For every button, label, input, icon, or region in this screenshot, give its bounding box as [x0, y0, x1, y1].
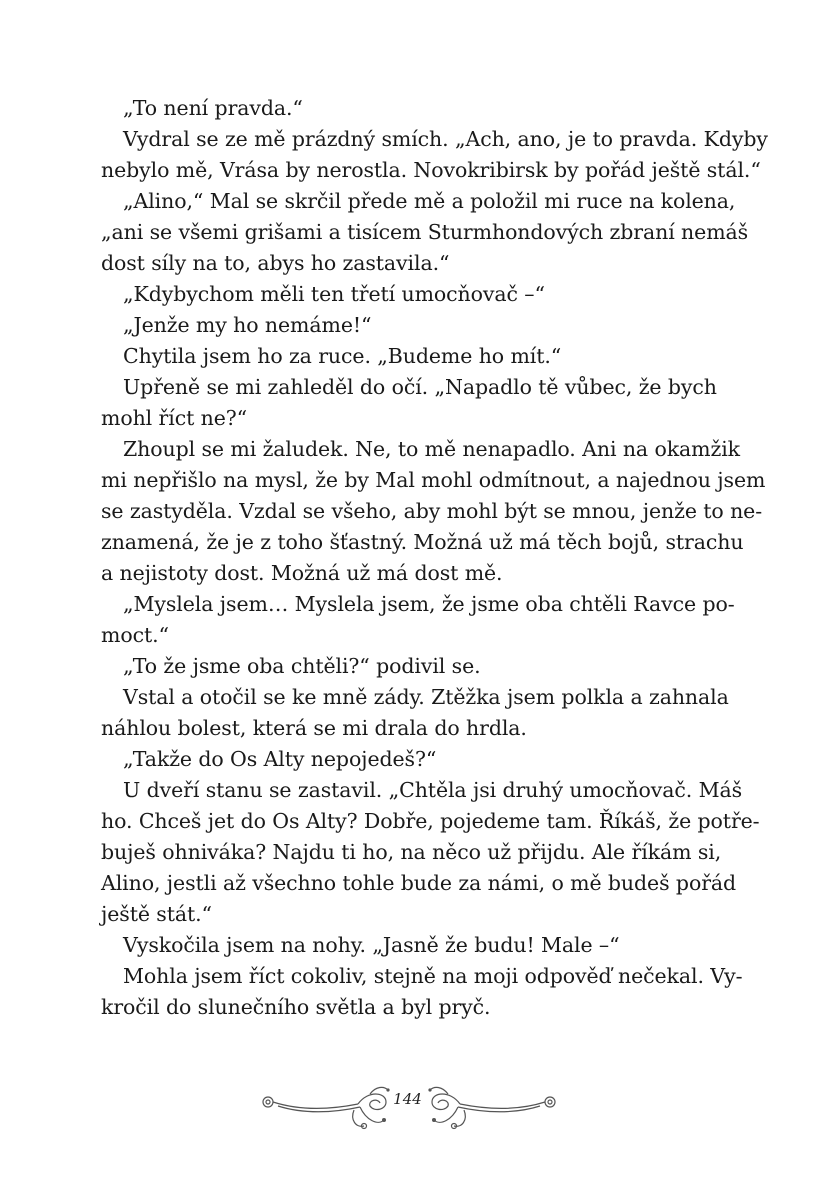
text-line: znamená, že je z toho šťastný. Možná už má těch bojů, strachu: [101, 530, 744, 554]
text-line: mohl říct ne?“: [101, 406, 248, 430]
paragraph: [123, 930, 713, 961]
text-line: „Takže do Os Alty nepojedeš?“: [123, 747, 437, 771]
paragraph: [101, 682, 729, 744]
text-line: mi nepřišlo na mysl, že by Mal mohl odmítnout, a najednou jsem: [101, 468, 766, 492]
text-line: Zhoupl se mi žaludek. Ne, to mě nenapadlo. Ani na okamžik: [123, 437, 740, 461]
text-line: Alino, jestli až všechno tohle bude za námi, o mě budeš pořád: [101, 871, 737, 895]
page-number: 144: [393, 1090, 422, 1108]
paragraph: [101, 124, 768, 186]
text-line: ještě stát.“: [101, 902, 212, 926]
text-line: a nejistoty dost. Možná už má dost mě.: [101, 561, 503, 585]
text-line: Mohla jsem říct cokoliv, stejně na moji odpověď nečekal. Vy-: [123, 964, 743, 988]
text-line: dost síly na to, abys ho zastavila.“: [101, 251, 450, 275]
text-line: „Alino,“ Mal se skrčil přede mě a položil mi ruce na kolena,: [123, 189, 736, 213]
paragraph: [123, 341, 713, 372]
text-line: nebylo mě, Vrása by nerostla. Novokribirsk by pořád ještě stál.“: [101, 158, 761, 182]
page-footer: [0, 1080, 815, 1140]
text-line: Vydral se ze mě prázdný smích. „Ach, ano, je to pravda. Kdyby: [123, 127, 768, 151]
text-line: „Kdybychom měli ten třetí umocňovač –“: [123, 282, 545, 306]
text-line: ho. Chceš jet do Os Alty? Dobře, pojedeme tam. Říkáš, že potře-: [101, 809, 760, 833]
text-line: „ani se všemi grišami a tisícem Sturmhondových zbraní nemáš: [101, 220, 749, 244]
text-line: „Myslela jsem… Myslela jsem, že jsme oba chtěli Ravce po-: [123, 592, 735, 616]
text-line: Chytila jsem ho za ruce. „Budeme ho mít.“: [123, 344, 562, 368]
text-line: kročil do slunečního světla a byl pryč.: [101, 995, 491, 1019]
paragraph: [123, 93, 713, 124]
text-line: se zastyděla. Vzdal se všeho, aby mohl být se mnou, jenže to ne-: [101, 499, 763, 523]
text-line: Vstal a otočil se ke mně zády. Ztěžka jsem polkla a zahnala: [123, 685, 729, 709]
paragraph: [101, 589, 735, 651]
paragraph: [101, 961, 743, 1023]
text-line: Upřeně se mi zahleděl do očí. „Napadlo tě vůbec, že bych: [123, 375, 717, 399]
paragraph: [123, 310, 713, 341]
paragraph: [101, 372, 717, 434]
paragraph: [101, 434, 766, 589]
text-line: „To že jsme oba chtěli?“ podivil se.: [123, 654, 481, 678]
text-line: Vyskočila jsem na nohy. „Jasně že budu! Male –“: [123, 933, 620, 957]
paragraph: [123, 744, 713, 775]
text-line: buješ ohniváka? Najdu ti ho, na něco už přijdu. Ale říkám si,: [101, 840, 722, 864]
body-text: [101, 93, 768, 1023]
text-line: náhlou bolest, která se mi drala do hrdla.: [101, 716, 527, 740]
scroll-flourish-right-icon: [420, 1080, 560, 1135]
paragraph: [101, 775, 760, 930]
paragraph: [101, 186, 749, 279]
text-line: „To není pravda.“: [123, 96, 303, 120]
paragraph: [123, 651, 713, 682]
text-line: U dveří stanu se zastavil. „Chtěla jsi druhý umocňovač. Máš: [123, 778, 743, 802]
text-line: moct.“: [101, 623, 169, 647]
text-line: „Jenže my ho nemáme!“: [123, 313, 372, 337]
paragraph: [123, 279, 713, 310]
